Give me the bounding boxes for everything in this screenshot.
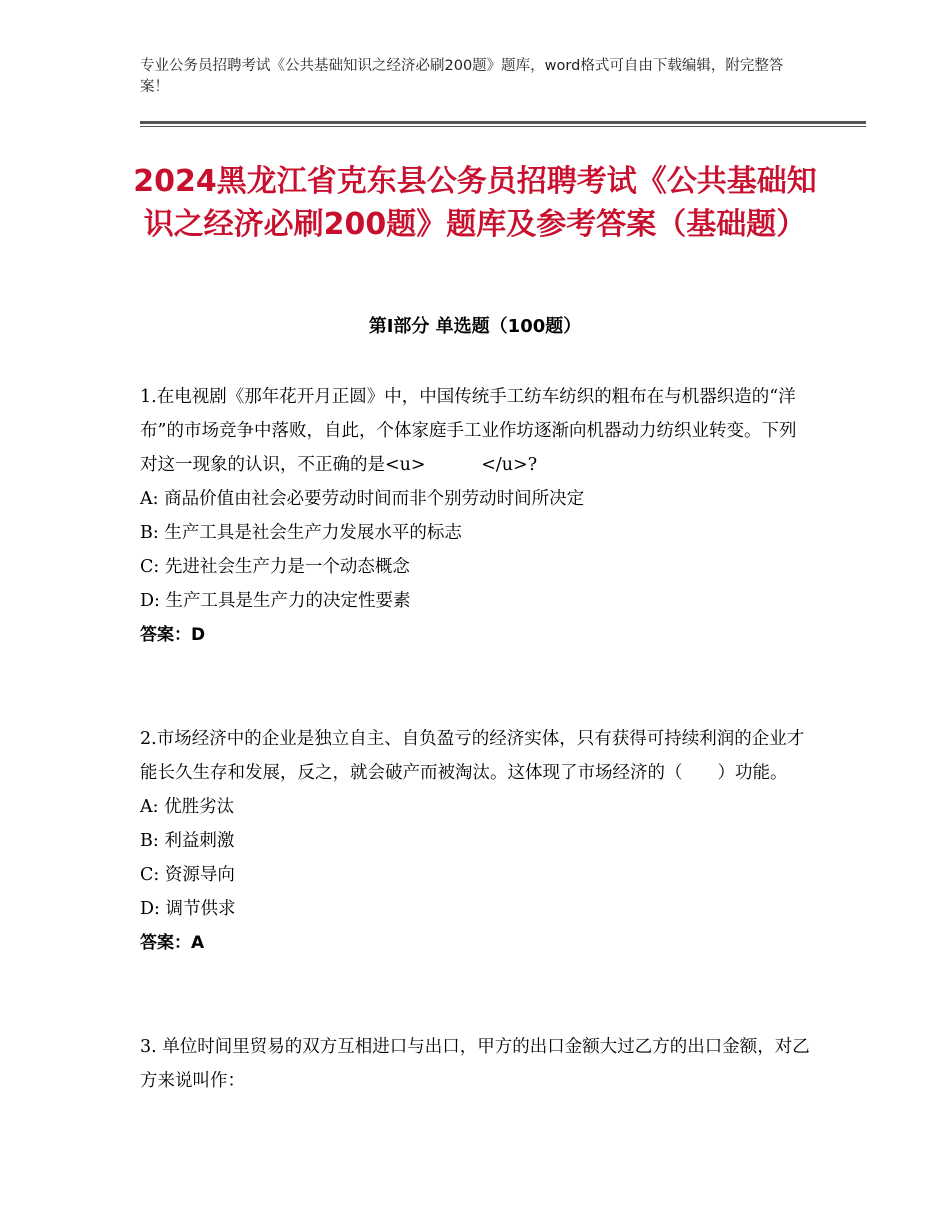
document-title: 2024黑龙江省克东县公务员招聘考试《公共基础知识之经济必刷200题》题库及参考答案（基础题） — [133, 164, 817, 242]
header-note: 专业公务员招聘考试《公共基础知识之经济必刷200题》题库，word格式可自由下载编辑，附完整答案！ — [140, 58, 784, 95]
section-title: 第Ⅰ部分 单选题（100题） — [368, 316, 582, 337]
option-a: A: 优胜劣汰 — [140, 797, 235, 817]
answer-label: 答案： — [140, 933, 191, 953]
option-d: D: 生产工具是生产力的决定性要素 — [140, 591, 411, 611]
question-1 — [140, 380, 810, 652]
answer-line — [140, 618, 810, 652]
answer-value: A — [191, 933, 205, 953]
option-a: A: 商品价值由社会必要劳动时间而非个别劳动时间所决定 — [140, 489, 585, 509]
option-c: C: 资源导向 — [140, 865, 235, 885]
header-rule-thick — [140, 121, 866, 124]
question-2 — [140, 722, 810, 960]
question-3 — [140, 1030, 810, 1098]
option-b: B: 利益刺激 — [140, 831, 235, 851]
option-b: B: 生产工具是社会生产力发展水平的标志 — [140, 523, 462, 543]
header-rule-thin — [140, 126, 866, 127]
answer-line — [140, 926, 810, 960]
option-c: C: 先进社会生产力是一个动态概念 — [140, 557, 410, 577]
question-text: 2.市场经济中的企业是独立自主、自负盈亏的经济实体，只有获得可持续利润的企业才能长久生存和发展，反之，就会破产而被淘汰。这体现了市场经济的（ ）功能。 — [140, 729, 805, 783]
answer-value: D — [191, 625, 206, 645]
question-text: 1.在电视剧《那年花开月正圆》中，中国传统手工纺车纺织的粗布在与机器织造的“洋布”的市场竞争中落败，自此，个体家庭手工业作坊逐渐向机器动力纺织业转变。下列对这一现象的认识，不正确的是<u> </u>? — [140, 387, 797, 475]
question-text: 3. 单位时间里贸易的双方互相进口与出口，甲方的出口金额大过乙方的出口金额，对乙方来说叫作： — [140, 1037, 810, 1091]
answer-label: 答案： — [140, 625, 191, 645]
option-d: D: 调节供求 — [140, 899, 236, 919]
